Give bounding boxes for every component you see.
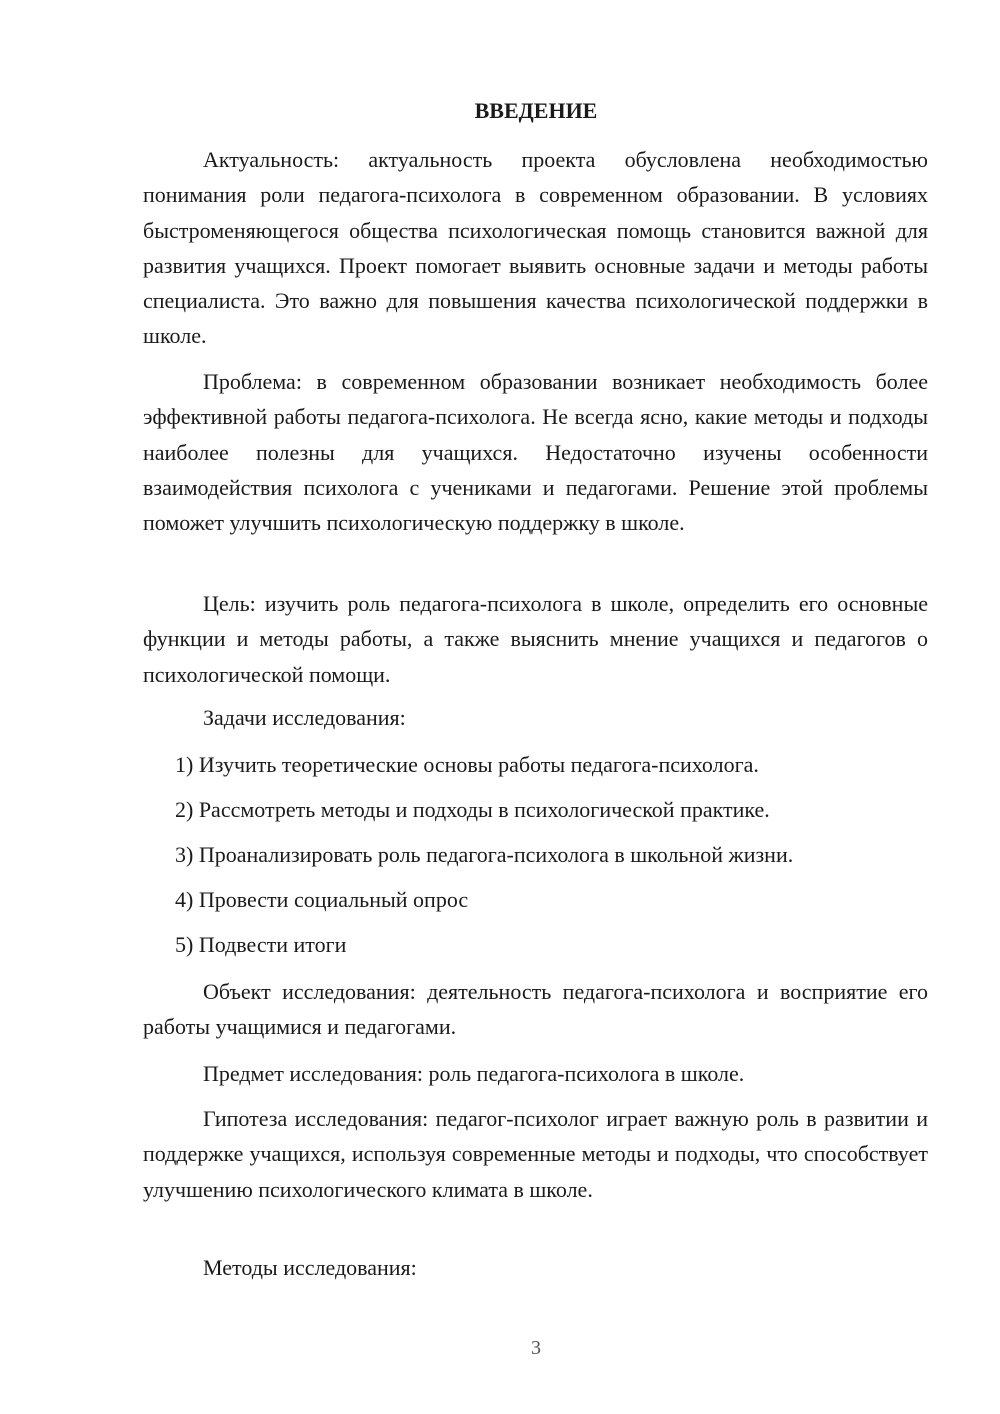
page-title: ВВЕДЕНИЕ <box>474 98 598 123</box>
object-paragraph: Объект исследования: деятельность педагога-психолога и восприятие его работы учащимися и педагогами. <box>143 979 928 1040</box>
goal-paragraph: Цель: изучить роль педагога-психолога в школе, определить его основные функции и методы работы, а также выяснить мнение учащихся и педагогов о психологической помощи. <box>143 591 928 687</box>
list-item: 2) Рассмотреть методы и подходы в психологической практике. <box>175 797 770 822</box>
methods-heading: Методы исследования: <box>203 1255 417 1280</box>
problem-paragraph: Проблема: в современном образовании возникает необходимость более эффективной работы педагога-психолога. Не всегда ясно, какие методы и подходы наиболее полезны для учащихся. Недостаточно изучены особенности взаимодействия психолога с учениками и педагогами. Решение этой проблемы поможет улучшить психологическую поддержку в школе. <box>143 369 928 536</box>
list-item: 4) Провести социальный опрос <box>175 887 469 912</box>
list-item: 1) Изучить теоретические основы работы педагога-психолога. <box>175 752 759 777</box>
list-item: 5) Подвести итоги <box>175 932 347 957</box>
tasks-heading: Задачи исследования: <box>203 705 406 730</box>
list-item: 3) Проанализировать роль педагога-психолога в школьной жизни. <box>175 842 794 867</box>
subject-paragraph: Предмет исследования: роль педагога-психолога в школе. <box>203 1061 745 1086</box>
relevance-paragraph: Актуальность: актуальность проекта обусловлена необходимостью понимания роли педагога-психолога в современном образовании. В условиях быстроменяющегося общества психологическая помощь становится важной для развития учащихся. Проект помогает выявить основные задачи и методы работы специалиста. Это важно для повышения качества психологической поддержки в школе. <box>143 147 928 349</box>
hypothesis-paragraph: Гипотеза исследования: педагог-психолог играет важную роль в развитии и поддержке учащихся, используя современные методы и подходы, что способствует улучшению психологического климата в школе. <box>143 1106 928 1202</box>
page-number: 3 <box>531 1337 541 1359</box>
